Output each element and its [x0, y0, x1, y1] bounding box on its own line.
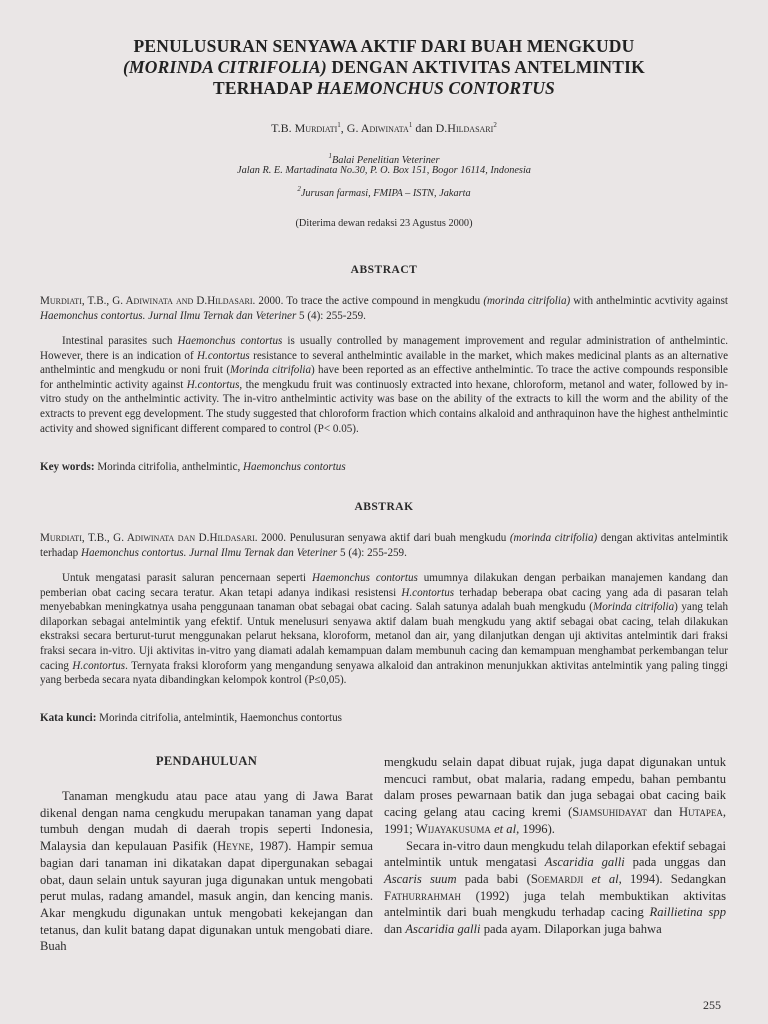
pend-right-cite-1: Sjamsuhidayat [572, 805, 647, 820]
abstract-text-1: Intestinal parasites such [62, 335, 178, 347]
pend-right-p2-cite-1: Soemardji [530, 871, 584, 886]
title-line-3-italic: HAEMONCHUS CONTORTUS [316, 78, 555, 98]
pend-right-cite-2: Hutapea [678, 805, 723, 820]
pend-right-p2-text-2: pada unggas dan [624, 855, 726, 870]
abstract-cite-year: . 2000. To trace the active compound in mengkudu [252, 295, 484, 307]
abstrak-cite-mid: dengan aktivitas antelmintik terhadap [40, 532, 728, 559]
received-date: (Diterima dewan redaksi 23 Agustus 2000) [295, 218, 473, 229]
abstrak-text-3: terhadap beberapa obat cacing yang ada di pasaran telah menyebabkan meningkatnya usaha penggunaan tanaman obat sebagai obat cacing. Salah satunya adalah buah mengkudu ( [40, 586, 728, 614]
pend-right-p2-species-1: Ascaridia galli [544, 855, 625, 870]
pend-right-p2-species-2: Ascaris suum [384, 871, 457, 886]
title-species-italic: (MORINDA CITRIFOLIA) [123, 57, 327, 77]
affiliation-1-address: Jalan R. E. Martadinata No.30, P. O. Box 151, Bogor 16114, Indonesia [237, 165, 531, 176]
title-line-2 [40, 57, 728, 78]
abstract-cite-species: (morinda citrifolia) [483, 295, 571, 307]
title-line-1: PENULUSURAN SENYAWA AKTIF DARI BUAH MENGKUDU [133, 36, 635, 56]
pend-right-p2-text-3: pada babi ( [456, 871, 531, 886]
kata-kunci-text: Morinda citrifolia, antelmintik, Haemonchus contortus [96, 712, 342, 724]
author-1-sup: 1 [337, 121, 341, 129]
abstract-cite-journal: Haemonchus contortus. Jurnal Ilmu Ternak dan Veteriner [40, 309, 297, 322]
pend-right-text-3: , 1991; [384, 805, 726, 836]
abstrak-cite-journal: Haemonchus contortus. Jurnal Ilmu Ternak dan Veteriner [80, 546, 338, 559]
abstract-text-4: ) have been reported as an effective anthelmintic. To trace the active compounds responsible for anthelmintic activity against [40, 364, 728, 391]
author-list [0, 121, 768, 136]
aff2-sup: 2 [297, 185, 301, 193]
abstrak-cite-authors: Murdiati, T.B., G. Adiwinata dan D.Hildasari [40, 532, 255, 544]
author-3: D.Hildasari [435, 121, 494, 135]
paper-title [40, 36, 728, 99]
abstrak-italic-1: Haemonchus contortus [312, 572, 418, 584]
pendahuluan-left-column [40, 788, 373, 955]
aff1-sup: 1 [328, 152, 332, 160]
title-line-3 [40, 78, 728, 99]
title-line-3-plain: TERHADAP [213, 78, 317, 98]
pend-right-p2-text-6: dan [384, 922, 406, 937]
abstract-text-3: resistance to several anthelmintic available in the market, which makes medicinal plants as an alternative anthelmintic and mengkudu or noni fruit ( [40, 349, 728, 377]
author-2-sup: 1 [408, 121, 413, 129]
pend-right-p2-species-4: Ascaridia galli [405, 922, 481, 937]
kata-kunci-label: Kata kunci: [40, 712, 97, 724]
keywords-italic: Haemonchus contortus [243, 461, 346, 473]
keywords [40, 461, 728, 473]
abstrak-italic-3: Morinda citrifolia [592, 601, 675, 614]
abstrak-cite-species: (morinda citrifolia) [509, 532, 598, 544]
abstrak-text-5: . Ternyata fraksi kloroform yang mengandung senyawa alkaloid dan antrakinon menunjukkan aktivitas antelmintik yang paling tinggi yang berbeda secara nyata dibandingkan kelompok kontrol (P [40, 659, 728, 687]
abstrak-citation [40, 531, 728, 560]
abstrak-cite-year: . 2000. Penulusuran senyawa aktif dari buah mengkudu [254, 532, 510, 544]
abstract-cite-mid: with anthelmintic acvtivity against [570, 295, 728, 307]
title-line-2-rest: DENGAN AKTIVITAS ANTELMINTIK [326, 57, 645, 77]
pend-left-text-2: , 1987). Hampir semua bagian dari tanaman ini dikatakan dapat dipergunakan sebagai obat, daun selain untuk sayuran juga digunakan untuk mengobati perut mulas, radang amandel, masuk angin, dan kencing manis. Akar mengkudu digunakan untuk mengobati kekejangan dan tetanus, dan kulit batang dapat digunakan untuk mengobati diare. Buah [40, 839, 373, 954]
abstract-italic-2: H.contortus [197, 349, 250, 362]
affiliation-2 [0, 185, 768, 199]
aff1-line1: Balai Penelitian Veteriner [331, 155, 440, 166]
keywords-text: Morinda citrifolia, anthelmintic, [94, 461, 244, 473]
abstract-cite-end: 5 (4): 255-259. [296, 309, 366, 322]
abstrak-body [40, 571, 728, 688]
kata-kunci [40, 712, 728, 724]
aff2-text: Jurusan farmasi, FMIPA – ISTN, Jakarta [300, 188, 471, 199]
pend-right-text-1: mengkudu selain dapat dibuat rujak, juga dapat digunakan untuk mencuci rambut, obat malaria, radang empedu, bahan pembantu dalam proses pewarnaan batik dan juga sebagai obat cacing baik cacing gelang atau cacing kremi ( [384, 755, 726, 820]
pendahuluan-heading: PENDAHULUAN [155, 754, 258, 768]
abstrak-text-1: Untuk mengatasi parasit saluran pencernaan seperti [62, 572, 313, 584]
abstract-cite-authors: Murdiati, T.B., G. Adiwinata and D.Hildasari [40, 295, 253, 307]
abstract-heading: ABSTRACT [350, 264, 418, 276]
page-number: 255 [703, 998, 721, 1012]
abstrak-text-4: ) yang telah dilaporkan sebagai antelmintik yang efektif. Untuk menelusuri senyawa aktif dalam buah mengkudu yang aktif sebagai obat cacing, telah dilakukan ekstraksi secara berturut-turut menggunakan pelarut heksana, kloroform, metanol dan air, yang dilanjutkan dengan uji aktivitas antelmintik dari fraksi fraksi secara in-vitro. Uji aktivitas in-vitro yang diamati adalah kemampuan dalam membunuh cacing dan kemampuan menghambat perkembangan telur cacing [40, 601, 729, 672]
abstract-text-2: is usually controlled by management improvement and regular administration of anthelmintic. However, there is an indication of [40, 335, 729, 362]
author-3-sup: 2 [493, 121, 497, 129]
abstrak-italic-4: H.contortus [72, 659, 126, 672]
pend-right-p2-etal: et al [583, 871, 619, 886]
pend-left-text-1: Tanaman mengkudu atau pace atau yang di Jawa Barat dikenal dengan nama cengkudu merupakan tanaman yang dapat tumbuh dengan mudah di daerah tropis seperti Indonesia, Malaysia dan kepulauan Pasifik ( [40, 789, 373, 854]
pend-right-p2-text-4: , 1994). Sedangkan [618, 871, 726, 886]
pendahuluan-right-column [384, 754, 726, 938]
abstract-body [40, 334, 728, 436]
author-1: T.B. Murdiati [271, 121, 338, 135]
pend-right-etal: et al [490, 821, 517, 836]
author-2: G. Adiwinata [346, 121, 409, 135]
pend-right-text-4: , 1996). [516, 821, 555, 836]
pend-right-cite-3: Wijayakusuma [415, 821, 491, 836]
author-sep-2: dan [412, 121, 436, 135]
pend-left-cite: Heyne [217, 839, 251, 854]
abstract-pvalue: < 0.05). [323, 422, 359, 435]
abstract-citation [40, 294, 728, 323]
abstract-italic-4: H.contortus [186, 378, 240, 391]
author-sep-1: , [340, 121, 347, 135]
abstrak-heading: ABSTRAK [354, 501, 414, 513]
abstrak-italic-2: H.contortus [401, 586, 455, 599]
affiliation-1-name [0, 152, 768, 166]
pend-right-p2-text-1: Secara in-vitro daun mengkudu telah dilaporkan efektif sebagai antelmintik untuk mengatasi [384, 838, 726, 870]
pend-right-p2-text-7: pada ayam. Dilaporkan juga bahwa [480, 922, 662, 937]
pend-right-p2-cite-2: Fathurrahmah [384, 888, 462, 903]
abstract-text-5: , the mengkudu fruit was continuosly extracted into hexane, chloroform, metanol and water, followed by in-vitro study on the anthelmintic activity. The in-vitro anthelmintic activity was base on the ability of the extracts to kill the worm and the ability of the extracts to prevent egg development. The study suggested that chloroform fraction which contains alkaloid and anthraquinon have the highest anthelmintic activity and showed significant different compared to control (P [40, 378, 728, 435]
pend-right-p2-text-5: (1992) juga telah membuktikan aktivitas antelmintik dari buah mengkudu terhadap cacing [384, 888, 726, 920]
abstrak-cite-end: 5 (4): 255-259. [337, 546, 407, 559]
abstract-italic-1: Haemonchus contortus [177, 335, 283, 347]
pend-right-p2-species-3: Raillietina spp [649, 905, 726, 920]
keywords-label: Key words: [40, 461, 95, 473]
abstrak-pvalue: ≤0,05). [314, 674, 347, 687]
abstrak-text-2: umumnya dilakukan dengan perbaikan manajemen kandang dan pemberian obat cacing secara teratur. Akan tetapi adanya indikasi resistensi [40, 572, 729, 599]
pend-right-text-2: dan [646, 805, 679, 820]
abstract-italic-3: Morinda citrifolia [230, 364, 312, 377]
